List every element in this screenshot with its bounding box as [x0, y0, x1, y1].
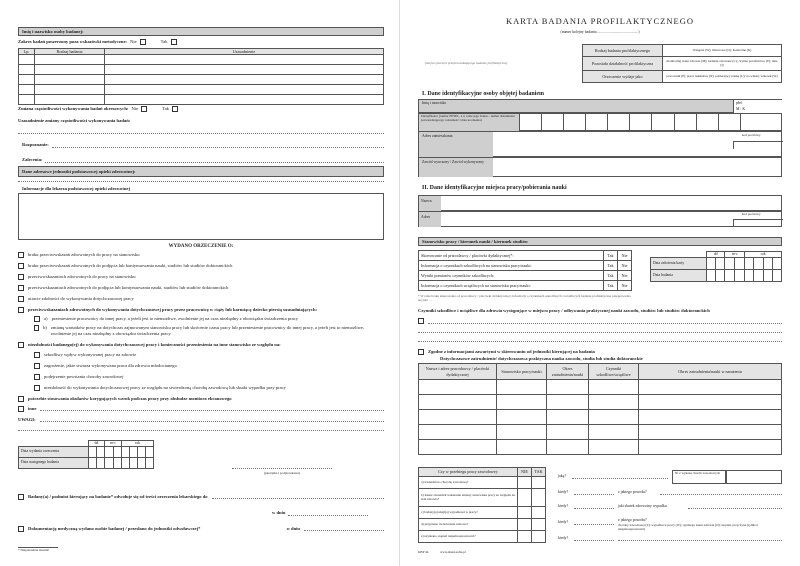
reason-label-2: z jakiego powodu?: [618, 518, 647, 522]
appeal-checkbox[interactable]: [18, 494, 24, 500]
option-checkbox[interactable]: [18, 307, 24, 313]
reason-line-1[interactable]: [660, 494, 782, 495]
q-no[interactable]: [518, 507, 532, 519]
date-cell[interactable]: [725, 269, 735, 281]
option-text: braku przeciwwskazań zdrowotnych do podjęcia lub kontynuowania nauki, studiów lub studiów doktoranckich: [28, 263, 233, 268]
q-no[interactable]: [518, 531, 532, 543]
diagnosis-label: Rozpoznanie:: [22, 142, 49, 147]
table-cell[interactable]: [419, 395, 497, 410]
q-yes-header: TAK: [532, 468, 546, 477]
info-label: Informacje dla lekarza podstawowej opieki zdrowotnej: [22, 186, 130, 191]
dd-header: dd: [707, 252, 725, 258]
career-questions-table: [418, 467, 546, 543]
s1-address-label: Adres zamieszkania: [419, 132, 493, 157]
other-activity-label: Pozostała działalność profilaktyczna: [583, 57, 663, 71]
section-2-heading: II. Dane identyfikacyjne miejsca pracy/pobierania nauki: [422, 185, 567, 191]
consistent-row: [418, 349, 595, 355]
yn-row-label: Wyniki pomiarów czynników szkodliwych:: [419, 271, 604, 281]
consequence-line[interactable]: [688, 508, 782, 509]
date-cell[interactable]: [104, 457, 113, 468]
freq-reason-label: Uzasadnienie zmiany częstotliwości wykonywania badań:: [18, 118, 131, 123]
appeal-date-line[interactable]: [288, 510, 368, 516]
table-cell[interactable]: [419, 440, 497, 455]
date-cell[interactable]: [716, 269, 725, 281]
table-cell[interactable]: [547, 410, 589, 425]
patient-name-label: Imię i nazwisko osoby badanej:: [22, 29, 84, 34]
s1-pesel-row: [418, 113, 782, 131]
option-checkbox[interactable]: [18, 296, 24, 302]
q-no-header: NIE: [518, 468, 532, 477]
mc-header: m-c: [104, 441, 121, 447]
freq-no-label: Nie: [131, 106, 139, 112]
option-checkbox[interactable]: [34, 325, 39, 331]
s1-job-row[interactable]: [418, 157, 782, 177]
address-label: Dane adresowe jednostki podstawowej opieki zdrowotnej:: [22, 169, 136, 174]
which-label: jaką?: [558, 474, 567, 478]
date-cell[interactable]: [138, 457, 146, 468]
option-item: [18, 307, 384, 313]
date-cell[interactable]: [772, 269, 781, 281]
date-cell[interactable]: [754, 257, 763, 269]
appeal-line[interactable]: [212, 495, 384, 499]
date-cell[interactable]: [763, 269, 772, 281]
option-checkbox[interactable]: [18, 252, 24, 258]
freq-yes-label: Tak: [162, 106, 169, 112]
other-line[interactable]: [40, 406, 384, 411]
scope-yes-label: Tak: [160, 39, 168, 45]
yn-row-label: Skierowanie od pracodawcy / placówki dydaktycznej*:: [419, 251, 604, 261]
referral-footnote: * W razie braku skierowania od pracodawcy / placówki dydaktycznej i informacji o czynnikach szkodliwych i uciążliwych badanie profilaktyczne przeprowadza się jako …: [418, 294, 631, 302]
option-text: utracie zdolności do wykonywania dotychczasowej pracy: [28, 296, 134, 301]
diagnosis-line[interactable]: [52, 142, 384, 148]
date-cell[interactable]: [89, 446, 97, 457]
table-cell[interactable]: [35, 85, 105, 95]
yn-tak[interactable]: Tak: [604, 261, 618, 271]
date-cell[interactable]: [735, 257, 745, 269]
s2-address-label: Adres: [419, 212, 441, 227]
hist-col: Czynniki szkodliwe/uciążliwe: [589, 364, 639, 380]
yn-nie[interactable]: Nie: [618, 271, 632, 281]
factors-label: Czynniki szkodliwe i uciążliwe dla zdrowia występujące w miejscu pracy / odbywania praktycznej nauki zawodu, studiów lub studiów doktoranckich: [418, 308, 710, 313]
option-sub-item: [34, 385, 286, 391]
section-1-heading: I. Dane identyfikacyjne osoby objętej badaniem: [422, 91, 545, 97]
s2-position-label: Stanowisko pracy / kierunek nauki / kierunek studiów: [422, 239, 529, 244]
yn-tak[interactable]: Tak: [604, 271, 618, 281]
consequence-label: jaki skutek zdrowotny wypadku: [618, 504, 667, 508]
date-cell[interactable]: [122, 457, 130, 468]
docs-date-line[interactable]: [304, 527, 384, 531]
freq-change-label: Zmiana częstotliwości wykonywania badań okresowych:: [18, 106, 129, 112]
option-text: podejrzenie powstania choroby zawodowej: [44, 374, 124, 379]
option-sub-item: [34, 352, 136, 358]
table-cell[interactable]: [35, 65, 105, 75]
recommendations-label: Zalecenia:: [22, 157, 43, 162]
scope-no-label: Nie: [130, 39, 137, 45]
table-cell[interactable]: [589, 410, 639, 425]
date-cell[interactable]: [96, 457, 104, 468]
s1-pesel-label: Identyfikator (numer PESEL, a w razie jego braku – numer dokumentu potwierdzającego tożsamość i data urodzenia): [419, 114, 519, 131]
history-label: Dotychczasowe zatrudnienie/ dotychczasowa praktyczna nauka zawodu, studia lub studia doktoranckie: [440, 356, 643, 361]
q-yes[interactable]: [532, 507, 546, 519]
option-item: [18, 263, 232, 269]
s1-mk-label: M : K: [736, 106, 746, 111]
extended-tests-table: [18, 48, 384, 105]
option-text: braku przeciwwskazań zdrowotnych do pracy na stanowisku: [28, 252, 140, 257]
q-text: a) stwierdzono chorobę zawodową?: [419, 477, 518, 489]
option-text: potrzebie stosowania okularów korygujących wzrok podczas pracy przy obsłudze monitora ekranowego: [28, 396, 232, 401]
year-header: rok: [122, 441, 154, 447]
date-cell[interactable]: [772, 257, 781, 269]
date-cell[interactable]: [763, 257, 772, 269]
factors-line[interactable]: [418, 341, 782, 342]
q-yes[interactable]: [532, 519, 546, 531]
issued-heading: WYDANO ORZECZENIE O:: [168, 244, 234, 249]
table-cell[interactable]: [19, 65, 35, 75]
table-cell[interactable]: [547, 440, 589, 455]
q-text: b) lekarz stwierdził wskazanie zmiany stanowiska pracy ze względu na stan zdrowia?: [419, 489, 518, 507]
disability-line[interactable]: [618, 540, 782, 541]
date-cell[interactable]: [89, 457, 97, 468]
option-sub-item: [34, 374, 123, 380]
stamp-placeholder: (miejsce pieczęci przeprowadzającego badanie profilaktyczne): [424, 61, 508, 65]
table-cell[interactable]: [35, 75, 105, 85]
s1-address-row[interactable]: [418, 131, 782, 157]
remarks-line[interactable]: [40, 421, 384, 422]
s1-job-label: Zawód wyuczony / Zawód wykonywany: [419, 158, 493, 177]
freq-reason-line[interactable]: [18, 128, 384, 134]
option-checkbox[interactable]: [34, 316, 40, 322]
yn-nie[interactable]: Nie: [618, 281, 632, 291]
q-yes[interactable]: [532, 531, 546, 543]
q-yes[interactable]: [532, 489, 546, 507]
option-checkbox[interactable]: [34, 363, 40, 369]
appeal-date-row: [272, 510, 368, 516]
s1-name-label: Imię i nazwisko: [422, 101, 447, 105]
mc-header: m-c: [725, 252, 745, 258]
yn-row-label: Informacja o czynnikach uciążliwych na stanowisku pracy/nauki:: [419, 281, 604, 291]
on-day-label: w dniu: [272, 510, 286, 515]
table-cell[interactable]: [547, 425, 589, 440]
s1-postal-box[interactable]: [733, 141, 783, 149]
option-sub-item: [34, 363, 177, 369]
col-reason: Uzasadnienie: [105, 49, 384, 55]
scope-label: Zakres badań poszerzony poza wskazówki metodyczne:: [18, 39, 128, 45]
stamp-label: (pieczątka i podpis lekarza): [263, 471, 301, 475]
option-checkbox[interactable]: [34, 374, 40, 380]
option-checkbox[interactable]: [34, 352, 40, 358]
option-text: zmianę warunków pracy na dotychczas zajmowanym stanowisku pracy lub skrócenie czasu pracy lub przeniesienie pracownicy do innej pracy, a jeżeli jest to niemożliwe, zwolnienie jej na czas niezbędny z obowiązku świadczenia pracy: [50, 325, 365, 336]
option-letter: b): [43, 325, 47, 330]
yn-tak[interactable]: Tak: [604, 251, 618, 261]
option-text: inne: [28, 406, 37, 411]
hist-col: Okres zatrudnienia/nauki w narażeniu: [639, 364, 782, 380]
option-checkbox[interactable]: [18, 263, 24, 269]
s1-name-row[interactable]: [418, 99, 782, 113]
option-sub-item: [34, 325, 384, 336]
docs-text: Dokumentację medyczną wydano osobie badanej / przesłano do jednostki odwoławczej*: [28, 526, 201, 532]
date-cell[interactable]: [707, 257, 716, 269]
s2-name-label: Nazwa: [419, 196, 441, 211]
option-text: szkodliwy wpływ wykonywanej pracy na zdrowie: [44, 352, 137, 357]
table-cell[interactable]: [639, 440, 782, 455]
option-text: przeciwwskazaniach zdrowotnych do wykonywania dotychczasowej pracy przez pracownicę w ciąży lub karmiącą dziecko piersią uzasadniających:: [28, 307, 318, 312]
date-cell[interactable]: [113, 457, 122, 468]
table-cell[interactable]: [589, 440, 639, 455]
table-cell[interactable]: [547, 380, 589, 395]
table-cell[interactable]: [589, 380, 639, 395]
date-cell[interactable]: [113, 446, 122, 457]
table-cell[interactable]: [105, 95, 384, 105]
scope-yes-checkbox[interactable]: [171, 39, 177, 45]
table-cell[interactable]: [419, 380, 497, 395]
table-cell[interactable]: [639, 380, 782, 395]
card-subtitle: (numer kolejny badania ...........................................): [560, 30, 640, 34]
left-date-table: [18, 440, 154, 469]
option-checkbox[interactable]: [18, 406, 24, 412]
table-cell[interactable]: [105, 65, 384, 75]
table-cell[interactable]: [19, 95, 35, 105]
factors-checkbox-wrap: [418, 318, 424, 324]
exam-type-label: Rodzaj badania profilaktycznego: [583, 45, 663, 57]
table-cell[interactable]: [497, 380, 547, 395]
disease-no-label: Nr z wykazu chorób zawodowych: [672, 470, 726, 484]
s2-name-row[interactable]: [418, 195, 782, 211]
col-type: Rodzaj badania: [35, 49, 105, 55]
option-item: [18, 274, 136, 280]
scope-no-checkbox[interactable]: [140, 39, 146, 45]
table-cell[interactable]: [497, 410, 547, 425]
when-line-2[interactable]: [574, 508, 614, 509]
yn-tak[interactable]: Tak: [604, 281, 618, 291]
date-cell[interactable]: [104, 446, 113, 457]
option-text: przeniesienie pracownicy do innej pracy, a jeżeli jest to niemożliwe, zwolnienie jej na czas niezbędny z obowiązku świadczenia pracy: [51, 316, 298, 321]
table-cell[interactable]: [35, 55, 105, 65]
hist-col: Okres zatrudnienia/nauki: [547, 364, 589, 380]
option-sub-item: [34, 316, 384, 322]
freq-change-row: [18, 106, 384, 112]
date-cell[interactable]: [138, 446, 146, 457]
date-cell[interactable]: [146, 446, 154, 457]
table-cell[interactable]: [497, 440, 547, 455]
table-cell[interactable]: [35, 95, 105, 105]
issue-date-label: Data wydania orzeczenia: [19, 446, 89, 457]
option-checkbox[interactable]: [34, 385, 40, 391]
yn-nie[interactable]: Nie: [618, 251, 632, 261]
card-title: KARTA BADANIA PROFILAKTYCZNEGO: [506, 16, 694, 26]
q-text: e) uzyskano stopień niepełnosprawności?: [419, 531, 518, 543]
hist-col: Nazwa i adres pracodawcy / placówki dydaktycznej: [419, 364, 497, 380]
option-text: niezdolności badanego(ej) do wykonywania dotychczasowej pracy i konieczności przeniesienia na inne stanowisko ze względu na:: [28, 342, 281, 347]
table-cell[interactable]: [639, 425, 782, 440]
when-label-4: kiedy?: [558, 536, 569, 540]
other-activity-options[interactable]: monitoring stanu zdrowia (M); badanie celowane (C); czynne poradnictwo (P); inne (I): [663, 57, 782, 71]
address-field[interactable]: [18, 166, 384, 177]
date-cell[interactable]: [707, 269, 716, 281]
option-item: [18, 296, 134, 302]
option-letter: a): [44, 316, 48, 321]
appeal-row: [18, 494, 384, 500]
table-cell[interactable]: [419, 425, 497, 440]
disease-no-box[interactable]: [726, 470, 782, 484]
right-date-table: [650, 251, 782, 282]
date-cell[interactable]: [96, 446, 104, 457]
form-code: KBP 44: [418, 550, 429, 554]
date-cell[interactable]: [754, 269, 763, 281]
option-text: przeciwwskazaniach zdrowotnych do podjęcia lub kontynuowania nauki, studiów lub studiów doktoranckich: [28, 285, 229, 290]
date-cell[interactable]: [122, 446, 130, 457]
date-cell[interactable]: [146, 457, 154, 468]
table-cell[interactable]: [419, 410, 497, 425]
hist-col: Stanowisko pracy/nauki: [497, 364, 547, 380]
s1-pesel-cells[interactable]: [519, 114, 783, 131]
docs-on-day: w dniu: [286, 526, 300, 532]
table-cell[interactable]: [105, 85, 384, 95]
consistent-label: Zgodne z informacjami zawartymi w skierowaniu od jednostki kierującej na badania: [428, 349, 595, 355]
yn-nie[interactable]: Nie: [618, 261, 632, 271]
remarks-label: UWAGI:: [18, 417, 36, 422]
table-cell[interactable]: [547, 395, 589, 410]
scope-row: [18, 39, 384, 45]
recommendations-line[interactable]: [45, 157, 384, 163]
q-yes[interactable]: [532, 477, 546, 489]
date-cell[interactable]: [130, 457, 138, 468]
footnote: * Niepotrzebne skreślić: [18, 548, 50, 552]
issued-as-label: Orzeczenie wydaje jako: [583, 71, 663, 83]
q-no[interactable]: [518, 477, 532, 489]
table-cell[interactable]: [497, 425, 547, 440]
table-cell[interactable]: [19, 75, 35, 85]
factors-line[interactable]: [428, 323, 782, 324]
info-box[interactable]: [18, 193, 384, 240]
factors-checkbox[interactable]: [418, 318, 424, 324]
table-cell[interactable]: [639, 395, 782, 410]
table-cell[interactable]: [589, 425, 639, 440]
option-text: niezdolność do wykonywania dotychczasowej pracy ze względu na stwierdzoną chorobę zawodową lub skutki wypadku przy pracy: [44, 385, 286, 390]
table-cell[interactable]: [19, 85, 35, 95]
exam-type-options[interactable]: Wstępne (W); Okresowe (O); Kontrolne (K): [663, 45, 782, 57]
docs-checkbox[interactable]: [18, 526, 24, 532]
option-item: [18, 406, 384, 412]
reason-label-1: z jakiego powodu?: [618, 490, 647, 494]
date-cell[interactable]: [130, 446, 138, 457]
option-checkbox[interactable]: [18, 342, 24, 348]
s1-postal-label: kod pocztowy: [742, 133, 761, 137]
q-text: c) badany(a) uległ(a) wypadkowi w pracy?: [419, 507, 518, 519]
when-line-4[interactable]: [574, 540, 614, 541]
remarks-line[interactable]: [18, 430, 384, 431]
exam-type-table: [582, 44, 782, 83]
docs-row: [18, 526, 384, 532]
appeal-text: Badany(a) / podmiot kierujący na badanie* odwołuje się od treści orzeczenia lekarskiego do: [28, 494, 208, 500]
q-header: Czy w przebiegu pracy zawodowej:: [419, 468, 518, 477]
yn-row-label: Informacja o czynnikach szkodliwych na stanowisku pracy/nauki:: [419, 261, 604, 271]
exam-date-label: Data badania: [651, 269, 707, 281]
option-checkbox[interactable]: [18, 285, 24, 291]
right-page: [400, 0, 800, 566]
option-checkbox[interactable]: [18, 396, 24, 402]
s2-position-field[interactable]: [418, 237, 782, 246]
s1-sex-label: płeć: [736, 101, 743, 105]
q-no[interactable]: [518, 489, 532, 507]
dd-header: dd: [89, 441, 105, 447]
option-checkbox[interactable]: [18, 274, 24, 280]
freq-yes-checkbox[interactable]: [172, 106, 178, 112]
employment-history-table: [418, 363, 782, 455]
table-cell[interactable]: [589, 395, 639, 410]
issued-as-options[interactable]: pracownik (P); praca nakładcza (N); pobierający naukę (U); na własny wniosek (W): [663, 71, 782, 83]
s2-postal-box[interactable]: [733, 219, 783, 227]
which-line[interactable]: [572, 478, 668, 479]
patient-name-field[interactable]: [18, 27, 384, 36]
table-cell[interactable]: [19, 55, 35, 65]
table-cell[interactable]: [497, 395, 547, 410]
when-line-1[interactable]: [574, 494, 614, 495]
col-lp: Lp.: [19, 49, 35, 55]
table-cell[interactable]: [105, 55, 384, 65]
when-label-1: kiedy?: [558, 490, 569, 494]
table-cell[interactable]: [639, 410, 782, 425]
date-cell[interactable]: [745, 257, 754, 269]
option-item: [18, 342, 384, 348]
next-date-label: Data następnego badania: [19, 457, 89, 468]
date-cell[interactable]: [735, 269, 745, 281]
diagnosis-row: [22, 142, 384, 148]
referral-table: [418, 250, 632, 291]
option-text: przeciwwskazaniach zdrowotnych do pracy na stanowisku: [28, 274, 136, 279]
q-text: d) przyznano świadczenie rentowe?: [419, 519, 518, 531]
s2-address-row[interactable]: [418, 211, 782, 227]
s2-postal-label: kod pocztowy: [742, 212, 761, 216]
when-label-3: kiedy?: [558, 520, 569, 524]
date-cell[interactable]: [716, 257, 725, 269]
date-cell[interactable]: [725, 257, 735, 269]
s1-sex-box[interactable]: [733, 100, 783, 113]
signature-line[interactable]: [232, 468, 332, 469]
consistent-checkbox[interactable]: [418, 349, 424, 355]
card-date-label: Data założenia karty: [651, 257, 707, 269]
when-label-2: kiedy?: [558, 504, 569, 508]
address-line[interactable]: [18, 181, 384, 182]
recommendations-row: [22, 157, 384, 163]
option-item: [18, 252, 140, 258]
year-header: rok: [745, 252, 782, 258]
publisher-url[interactable]: www.druki-zofia.pl: [440, 550, 466, 554]
option-item: [18, 396, 232, 402]
table-cell[interactable]: [105, 75, 384, 85]
factors-line[interactable]: [418, 332, 782, 333]
option-text: zagrożenie, jakie stwarza wykonywana praca dla zdrowia młodocianego: [44, 363, 177, 368]
option-item: [18, 285, 228, 291]
date-cell[interactable]: [745, 269, 754, 281]
disability-text: choroby zawodowej (Z); wypadku w pracy (W); ogólnego stanu zdrowia (O); stopień, przyczyna (symbol niepełnosprawności): [618, 523, 758, 531]
when-line-3[interactable]: [574, 524, 614, 525]
q-no[interactable]: [518, 519, 532, 531]
freq-no-checkbox[interactable]: [141, 106, 147, 112]
